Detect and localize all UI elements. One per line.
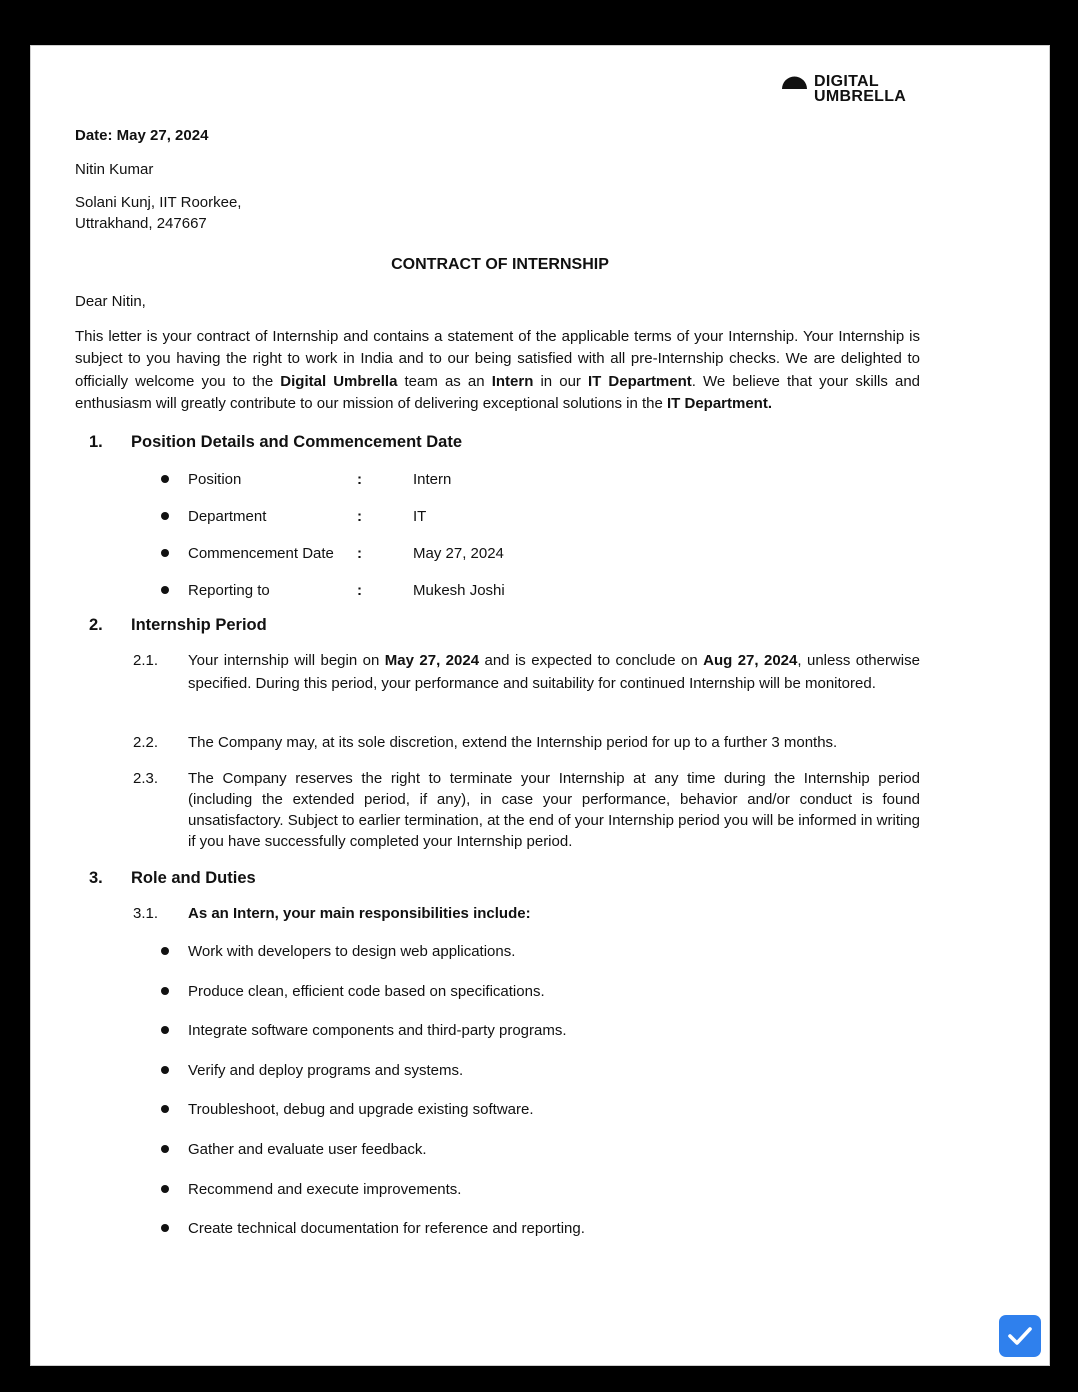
clause-2-1-text: [188, 649, 920, 695]
detail-label: Department: [188, 508, 267, 525]
confirm-check-button[interactable]: [999, 1315, 1041, 1357]
bullet-icon: [161, 1145, 169, 1153]
intro-company: Digital Umbrella: [280, 372, 398, 390]
bullet-icon: [161, 987, 169, 995]
bullet-icon: [161, 475, 169, 483]
detail-value: IT: [413, 508, 427, 525]
clause-text: , unless otherwise specified. During this period, your performance and suitability for continued Internship will be monitored.: [188, 652, 920, 692]
duty-text: Recommend and execute improvements.: [188, 1181, 462, 1198]
clause-2-2-text: The Company may, at its sole discretion, extend the Internship period for up to a further 3 months.: [188, 734, 838, 751]
clause-number: 2.2.: [133, 734, 159, 751]
detail-separator: :: [357, 545, 362, 562]
detail-separator: :: [357, 508, 362, 525]
duty-text: Gather and evaluate user feedback.: [188, 1141, 427, 1158]
detail-separator: :: [357, 471, 362, 488]
checkmark-icon: [1007, 1325, 1033, 1347]
clause-3-1-text: As an Intern, your main responsibilities include:: [188, 905, 531, 922]
bullet-icon: [161, 1224, 169, 1232]
intro-text-2: team as an: [397, 372, 492, 390]
duty-text: Integrate software components and third-party programs.: [188, 1022, 567, 1039]
bullet-icon: [161, 1026, 169, 1034]
section-1-heading: Position Details and Commencement Date: [131, 433, 462, 451]
brand-logo: [781, 74, 921, 106]
brand-name: [814, 74, 906, 104]
letter-date: Date: May 27, 2024: [75, 127, 209, 144]
detail-label: Position: [188, 471, 242, 488]
salutation: Dear Nitin,: [75, 293, 146, 310]
clause-2-3-text: The Company reserves the right to terminate your Internship at any time during the Internship period (including the extended period, if any), in case your performance, behavior and/or conduct is found unsatisfactory. Subject to earlier termination, at the end of your Internship period you will be informed in writing if you have successfully completed your Internship period.: [188, 770, 920, 850]
section-2-heading: Internship Period: [131, 616, 267, 634]
section-3-heading: Role and Duties: [131, 869, 256, 887]
duty-text: Create technical documentation for reference and reporting.: [188, 1220, 585, 1237]
bullet-icon: [161, 1066, 169, 1074]
intro-role: Intern: [491, 372, 534, 390]
detail-value: May 27, 2024: [413, 545, 504, 562]
section-1-number: 1.: [89, 433, 103, 451]
clause-number: 3.1.: [133, 905, 159, 922]
recipient-name: Nitin Kumar: [75, 161, 154, 178]
bullet-icon: [161, 586, 169, 594]
section-3-number: 3.: [89, 869, 103, 887]
detail-label: Reporting to: [188, 582, 270, 599]
clause-text: and is expected to conclude on: [479, 652, 704, 669]
duty-text: Troubleshoot, debug and upgrade existing software.: [188, 1101, 534, 1118]
start-date: May 27, 2024: [384, 652, 480, 669]
clause-number: 2.3.: [133, 770, 159, 787]
bullet-icon: [161, 512, 169, 520]
address-line-2: Uttrakhand, 247667: [75, 215, 207, 232]
brand-name-line2: UMBRELLA: [814, 88, 907, 105]
bullet-icon: [161, 1105, 169, 1113]
detail-value: Mukesh Joshi: [413, 582, 505, 599]
umbrella-icon: [781, 76, 808, 90]
intro-text-3: in our: [533, 372, 588, 390]
detail-label: Commencement Date: [188, 545, 334, 562]
document-page: [30, 45, 1050, 1366]
bullet-icon: [161, 947, 169, 955]
clause-text: Your internship will begin on: [188, 652, 385, 669]
intro-department: IT Department: [588, 372, 692, 390]
bullet-icon: [161, 549, 169, 557]
document-title: CONTRACT OF INTERNSHIP: [391, 256, 609, 273]
intro-text-1: This letter is your contract of Internship and contains a statement of the applicable terms of your Internship. Your Internship is subject to you having the right to work in India and to our being satisfied with all pre-Internship checks. We are delighted to officially welcome you to the: [75, 328, 920, 390]
intro-text-4: . We believe that your skills and enthusiasm will greatly contribute to our mission of delivering exceptional solutions in the: [75, 372, 920, 412]
intro-paragraph: [75, 326, 920, 415]
address-line-1: Solani Kunj, IIT Roorkee,: [75, 194, 242, 211]
intro-department-end: IT Department.: [666, 394, 772, 412]
end-date: Aug 27, 2024: [703, 652, 798, 669]
clause-number: 2.1.: [133, 652, 159, 669]
duty-text: Work with developers to design web applications.: [188, 943, 516, 960]
bullet-icon: [161, 1185, 169, 1193]
brand-name-line1: DIGITAL: [814, 73, 879, 90]
section-2-number: 2.: [89, 616, 103, 634]
duty-text: Verify and deploy programs and systems.: [188, 1062, 464, 1079]
detail-separator: :: [357, 582, 362, 599]
detail-value: Intern: [413, 471, 452, 488]
duty-text: Produce clean, efficient code based on specifications.: [188, 983, 545, 1000]
